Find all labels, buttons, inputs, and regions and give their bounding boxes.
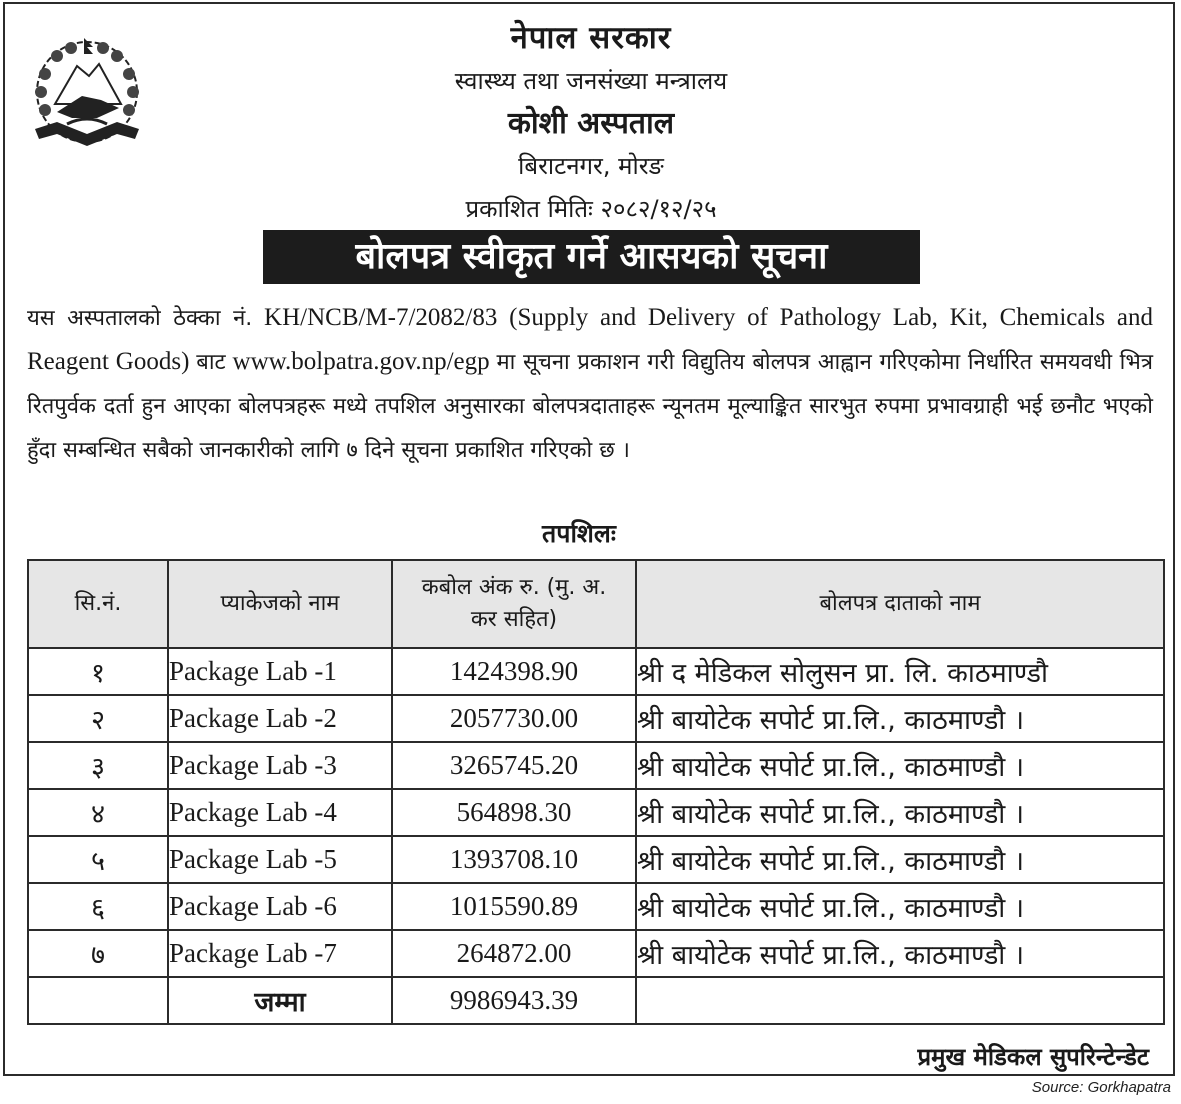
col-header-bidder: बोलपत्र दाताको नाम bbox=[636, 560, 1164, 648]
cell-package: Package Lab -1 bbox=[168, 648, 392, 695]
bid-table bbox=[27, 559, 1165, 1025]
body-part1: यस अस्पतालको ठेक्का नं. bbox=[27, 306, 253, 331]
table-title: तपशिलः bbox=[542, 519, 616, 548]
hospital-name: कोशी अस्पताल bbox=[507, 106, 675, 141]
cell-package: Package Lab -4 bbox=[168, 789, 392, 836]
cell-amount: 3265745.20 bbox=[392, 742, 636, 789]
cell-bidder: श्री बायोटेक सपोर्ट प्रा.लि., काठमाण्डौ । bbox=[636, 930, 1164, 977]
hospital-location: बिराटनगर, मोरङ bbox=[518, 152, 664, 180]
cell-bidder: श्री बायोटेक सपोर्ट प्रा.लि., काठमाण्डौ । bbox=[636, 883, 1164, 930]
total-label: जम्मा bbox=[168, 977, 392, 1024]
cell-amount: 564898.30 bbox=[392, 789, 636, 836]
cell-sn: ३ bbox=[28, 742, 168, 789]
notice-title-banner: बोलपत्र स्वीकृत गर्ने आसयको सूचना bbox=[263, 230, 920, 284]
table-row bbox=[28, 883, 1164, 930]
cell-sn: ७ bbox=[28, 930, 168, 977]
table-row bbox=[28, 695, 1164, 742]
cell-empty bbox=[636, 977, 1164, 1024]
cell-amount: 2057730.00 bbox=[392, 695, 636, 742]
cell-package: Package Lab -2 bbox=[168, 695, 392, 742]
table-row bbox=[28, 742, 1164, 789]
published-date-label: प्रकाशित मितिः bbox=[465, 195, 593, 223]
cell-bidder: श्री बायोटेक सपोर्ट प्रा.लि., काठमाण्डौ । bbox=[636, 789, 1164, 836]
cell-empty bbox=[28, 977, 168, 1024]
cell-sn: ६ bbox=[28, 883, 168, 930]
cell-amount: 1015590.89 bbox=[392, 883, 636, 930]
cell-sn: १ bbox=[28, 648, 168, 695]
table-row bbox=[28, 789, 1164, 836]
government-title: नेपाल सरकार bbox=[510, 20, 672, 56]
cell-sn: २ bbox=[28, 695, 168, 742]
body-part3: मा सूचना प्रकाशन गरी विद्युतिय बोलपत्र आह्वान गरिएकोमा निर्धारित समयवधी भित्र रितपुर्वक दर्ता हुन आएका बोलपत्रहरू मध्ये तपशिल अनुसारका बोलपत्रदाताहरू न्यूनतम मूल्याङ्कित सारभुत रुपमा प्रभावग्राही भई छनौट भएको हुँदा सम्बन्धित सबैको जानकारीको लागि ७ दिने सूचना प्रकाशित गरिएको छ । bbox=[27, 350, 1153, 463]
cell-amount: 264872.00 bbox=[392, 930, 636, 977]
cell-amount: 1393708.10 bbox=[392, 836, 636, 883]
cell-package: Package Lab -7 bbox=[168, 930, 392, 977]
cell-package: Package Lab -3 bbox=[168, 742, 392, 789]
cell-bidder: श्री बायोटेक सपोर्ट प्रा.लि., काठमाण्डौ । bbox=[636, 695, 1164, 742]
cell-package: Package Lab -5 bbox=[168, 836, 392, 883]
source-credit: Source: Gorkhapatra bbox=[1031, 1079, 1171, 1096]
table-header-row bbox=[28, 560, 1164, 648]
col-header-package: प्याकेजको नाम bbox=[168, 560, 392, 648]
ministry-name: स्वास्थ्य तथा जनसंख्या मन्त्रालय bbox=[454, 67, 728, 95]
cell-amount: 1424398.90 bbox=[392, 648, 636, 695]
egp-link[interactable]: www.bolpatra.gov.np/egp bbox=[232, 348, 490, 375]
cell-bidder: श्री बायोटेक सपोर्ट प्रा.लि., काठमाण्डौ । bbox=[636, 836, 1164, 883]
signatory: प्रमुख मेडिकल सुपरिन्टेन्डेट bbox=[917, 1043, 1149, 1071]
cell-sn: ५ bbox=[28, 836, 168, 883]
notice-body bbox=[27, 296, 1153, 472]
cell-sn: ४ bbox=[28, 789, 168, 836]
total-amount: 9986943.39 bbox=[392, 977, 636, 1024]
body-part2: बाट bbox=[196, 350, 226, 375]
table-total-row bbox=[28, 977, 1164, 1024]
col-header-amount: कबोल अंक रु. (मु. अ. कर सहित) bbox=[392, 560, 636, 648]
contract-number: KH/NCB/M-7/2082/83 (Supply and Delivery of Pathology Lab, Kit, Chemicals and Reagent Goods) bbox=[27, 304, 1153, 375]
table-row bbox=[28, 648, 1164, 695]
table-row bbox=[28, 930, 1164, 977]
col-header-sn: सि.नं. bbox=[28, 560, 168, 648]
cell-bidder: श्री बायोटेक सपोर्ट प्रा.लि., काठमाण्डौ । bbox=[636, 742, 1164, 789]
table-row bbox=[28, 836, 1164, 883]
notice-frame bbox=[3, 2, 1175, 1076]
cell-package: Package Lab -6 bbox=[168, 883, 392, 930]
cell-bidder: श्री द मेडिकल सोलुसन प्रा. लि. काठमाण्डौ bbox=[636, 648, 1164, 695]
published-date-line bbox=[5, 192, 1177, 225]
published-date: २०८२/१२/२५ bbox=[600, 195, 717, 223]
